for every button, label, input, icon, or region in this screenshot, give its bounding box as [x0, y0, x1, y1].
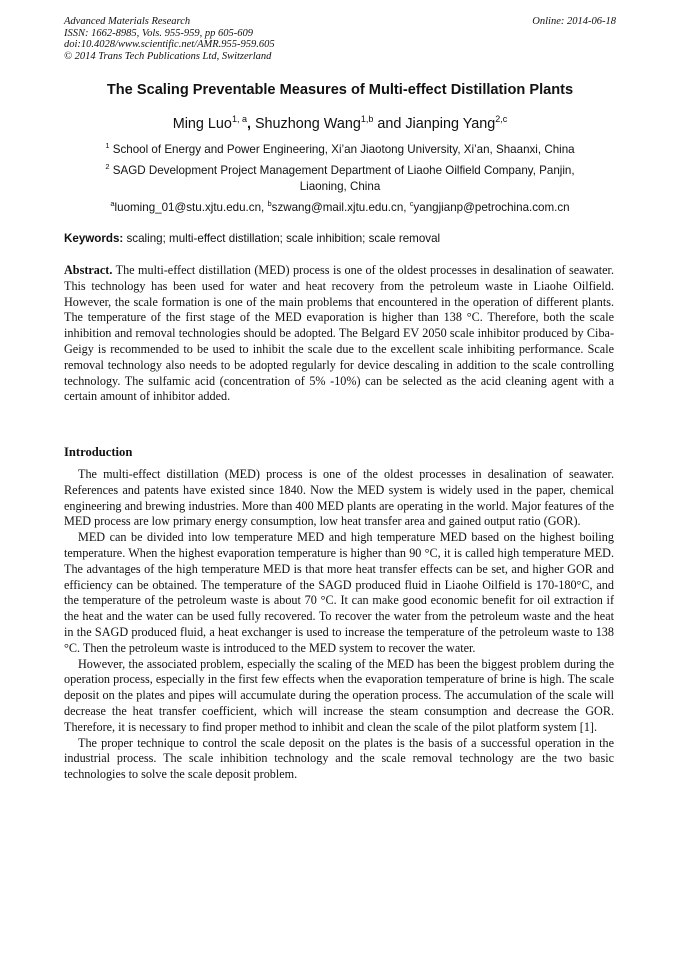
- email-sup: b: [267, 199, 272, 208]
- journal-name: Advanced Materials Research: [64, 16, 191, 27]
- author-separator: and: [373, 115, 406, 132]
- issn-line: ISSN: 1662-8985, Vols. 955-959, pp 605-609: [64, 27, 253, 39]
- author-affil-sup: 2,c: [495, 114, 508, 124]
- paragraph: The proper technique to control the scale deposit on the plates is the basis of a successful operation in the industrial process. The scale inhibition technology and the scale removal technology are the two basic technologies to solve the scale deposit problem.: [64, 735, 614, 782]
- paper-title: The Scaling Preventable Measures of Multi-effect Distillation Plants: [106, 82, 574, 98]
- email-link[interactable]: yangjianp@petrochina.com.cn: [413, 200, 570, 214]
- abstract-label: Abstract.: [64, 263, 113, 277]
- online-date: Online: 2014-06-18: [532, 16, 616, 27]
- paragraph: MED can be divided into low temperature MED and high temperature MED based on the highest boiling temperature. When the highest evaporation temperature is higher than 90 °C, it is called high temperature MED. The advantages of the high temperature MED is that more heat transfer effects can be set, and higher GOR and efficiency can be obtained. The temperature of the SAGD produced fluid in Liaohe Oilfield is 170-180°C, and the temperature of the petroleum waste is about 70 °C. It can make good economic benefit for oil extraction if the heat and the water can be used fully recovered. To recover the water from the petroleum waste and the heat in the SAGD produced fluid, a heat exchanger is used to increase the temperature of the petroleum waste to 138 °C. Then the petroleum waste is introduced to the MED system to recover the water.: [64, 530, 614, 655]
- email-link[interactable]: szwang@mail.xjtu.edu.cn,: [271, 200, 410, 214]
- author-affil-sup: 1, a: [231, 114, 247, 124]
- paragraph: The multi-effect distillation (MED) process is one of the oldest processes in desalination of seawater. References and patents have existed since 1840. Now the MED system is widely used in the paper, chemical engineering and brewing industries. More than 400 MED plants are operating in the world. Major features of the MED process are low primary energy consumption, low heat transfer area and gained output ratio (GOR).: [64, 467, 614, 529]
- author-name: Ming Luo: [172, 115, 232, 132]
- affiliation-number: 2: [105, 162, 110, 171]
- doi-line: doi:10.4028/www.scientific.net/AMR.955-959.605: [64, 39, 275, 50]
- abstract-text: The multi-effect distillation (MED) process is one of the oldest processes in desalination of seawater. This technology has been used for water and heat recovery from the petroleum waste in Liaohe Oilfield. However, the scale formation is one of the main problems that encountered in the operation of different plants. The temperature of the first stage of the MED evaporation is higher than 138 °C. Therefore, both the scale inhibition and removal technologies should be adopted. The Belgard EV 2050 scale inhibitor produced by Ciba-Geigy is recommended to be used to inhibit the scale due to the excellent scale inhibiting performance. Scale removal technology also needs to be adopted regularly for device descaling in addition to the scale controlling technology. The sulfamic acid (concentration of 5% -10%) can be selected as the acid cleaning agent with a certain amount of inhibitor added.: [64, 263, 614, 404]
- affiliation-text: SAGD Development Project Management Department of Liaohe Oilfield Company, Panjin, Liaoning, China: [109, 163, 575, 193]
- journal-header: [64, 16, 616, 62]
- author-emails: [84, 196, 596, 216]
- author-list: [64, 114, 616, 132]
- keywords-label: Keywords:: [64, 232, 124, 245]
- author-affil-sup: 1,b: [360, 114, 374, 124]
- abstract: [64, 263, 614, 405]
- author-separator: ,: [246, 115, 255, 132]
- abstract-paragraph: [64, 263, 614, 405]
- section-heading-introduction: Introduction: [64, 445, 133, 459]
- email-link[interactable]: luoming_01@stu.xjtu.edu.cn,: [114, 200, 268, 214]
- keywords: [64, 232, 624, 245]
- affiliation-number: 1: [105, 141, 110, 150]
- email-sup: c: [409, 199, 414, 208]
- keywords-text: scaling; multi-effect distillation; scale inhibition; scale removal: [123, 232, 441, 245]
- affiliation-1: [84, 138, 596, 158]
- email-sup: a: [110, 199, 115, 208]
- copyright-line: © 2014 Trans Tech Publications Ltd, Switzerland: [64, 50, 272, 62]
- affiliation-2: [84, 159, 596, 195]
- paragraph: However, the associated problem, especially the scaling of the MED has been the biggest problem during the operation process, especially in the first few effects when the evaporation temperature of brine is high. The scale deposit on the plates and pipes will accumulate during the operation process. The accumulation of the scale will decrease the heat transfer coefficient, which will increase the steam consumption and decrease the GOR. Therefore, it is necessary to find proper method to inhibit and clean the scale of the pilot platform system [1].: [64, 656, 614, 734]
- author-name: Shuzhong Wang: [254, 115, 361, 132]
- author-name: Jianping Yang: [405, 115, 496, 132]
- affiliation-text: School of Energy and Power Engineering, Xi’an Jiaotong University, Xi’an, Shaanxi, China: [109, 142, 575, 156]
- introduction-body: [64, 467, 614, 783]
